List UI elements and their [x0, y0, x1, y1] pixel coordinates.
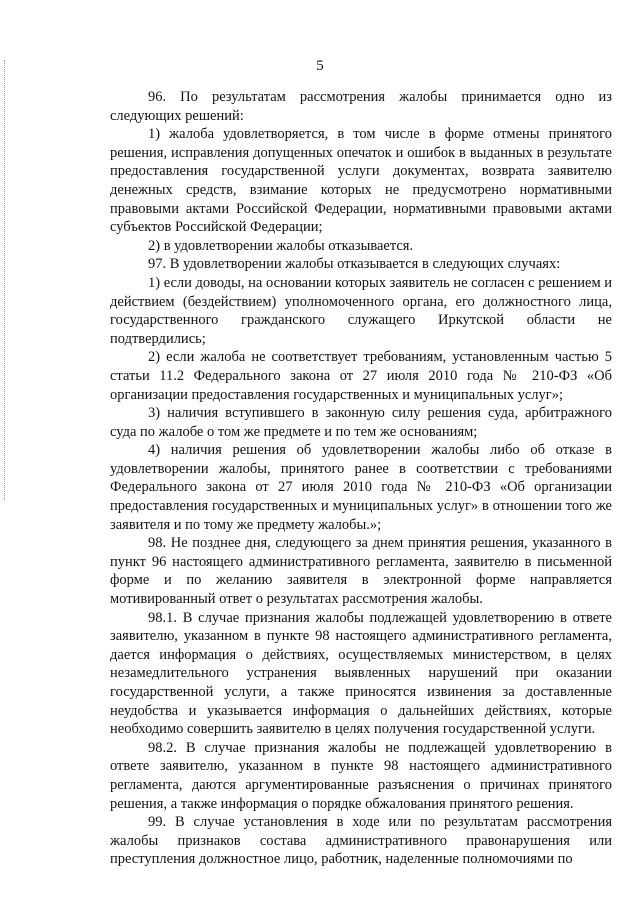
paragraph: 1) если доводы, на основании которых заявитель не согласен с решением и действием (бездействием) уполномоченного органа, его должностного лица, государственного гражданского служащего Иркутской области не подтвердились;	[110, 274, 613, 347]
paragraph: 97. В удовлетворении жалобы отказывается в следующих случаях:	[148, 256, 561, 273]
paragraph: 1) жалоба удовлетворяется, в том числе в форме отмены принятого решения, исправления допущенных опечаток и ошибок в выданных в результате предоставления государственной услуги документах, возврата заявителю денежных средств, взимание которых не предусмотрено нормативными правовыми актами Российской Федерации, нормативными правовыми актами субъектов Российской Федерации;	[110, 126, 612, 236]
paragraph: 98. Не позднее дня, следующего за днем принятия решения, указанного в пункт 96 настоящего административного регламента, заявителю в письменной форме и по желанию заявителя в электронной форме направляется мотивированный ответ о результатах рассмотрения жалобы.	[110, 535, 612, 608]
margin-binding-marks	[4, 60, 7, 500]
paragraph: 2) в удовлетворении жалобы отказывается.	[148, 237, 414, 254]
page-number: 5	[316, 58, 324, 74]
paragraph: 2) если жалоба не соответствует требованиям, установленным частью 5 статьи 11.2 Федерального закона от 27 июля 2010 года № 210-ФЗ «Об организации предоставления государственных и муниципальных услуг»;	[110, 349, 612, 403]
paragraph: 3) наличия вступившего в законную силу решения суда, арбитражного суда по жалобе о том же предмете и по тем же основаниям;	[110, 405, 612, 440]
paragraph: 98.1. В случае признания жалобы подлежащей удовлетворению в ответе заявителю, указанном в пункте 98 настоящего административного регламента, дается информация о действиях, осуществляемых министерством, в целях незамедлительного устранения выявленных нарушений при оказании государственной услуги, а также приносятся извинения за доставленные неудобства и указывается информация о дальнейших действиях, которые необходимо совершить заявителю в целях получения государственной услуги.	[110, 609, 612, 738]
document-body	[110, 88, 612, 869]
paragraph: 98.2. В случае признания жалобы не подлежащей удовлетворению в ответе заявителю, указанном в пункте 98 настоящего административного регламента, даются аргументированные разъяснения о причинах принятого решения, а также информация о порядке обжалования принятого решения.	[110, 739, 612, 812]
paragraph: 96. По результатам рассмотрения жалобы принимается одно из следующих решений:	[110, 89, 612, 124]
paragraph: 4) наличия решения об удовлетворении жалобы либо об отказе в удовлетворении жалобы, принятого ранее в соответствии с требованиями Федерального закона от 27 июля 2010 года № 210-ФЗ «Об организации предоставления государственных и муниципальных услуг» в отношении того же заявителя и по тому же предмету жалобы.»;	[110, 442, 612, 533]
paragraph: 99. В случае установления в ходе или по результатам рассмотрения жалобы признаков состава административного правонарушения или преступления должностное лицо, работник, наделенные полномочиями по	[110, 814, 612, 868]
